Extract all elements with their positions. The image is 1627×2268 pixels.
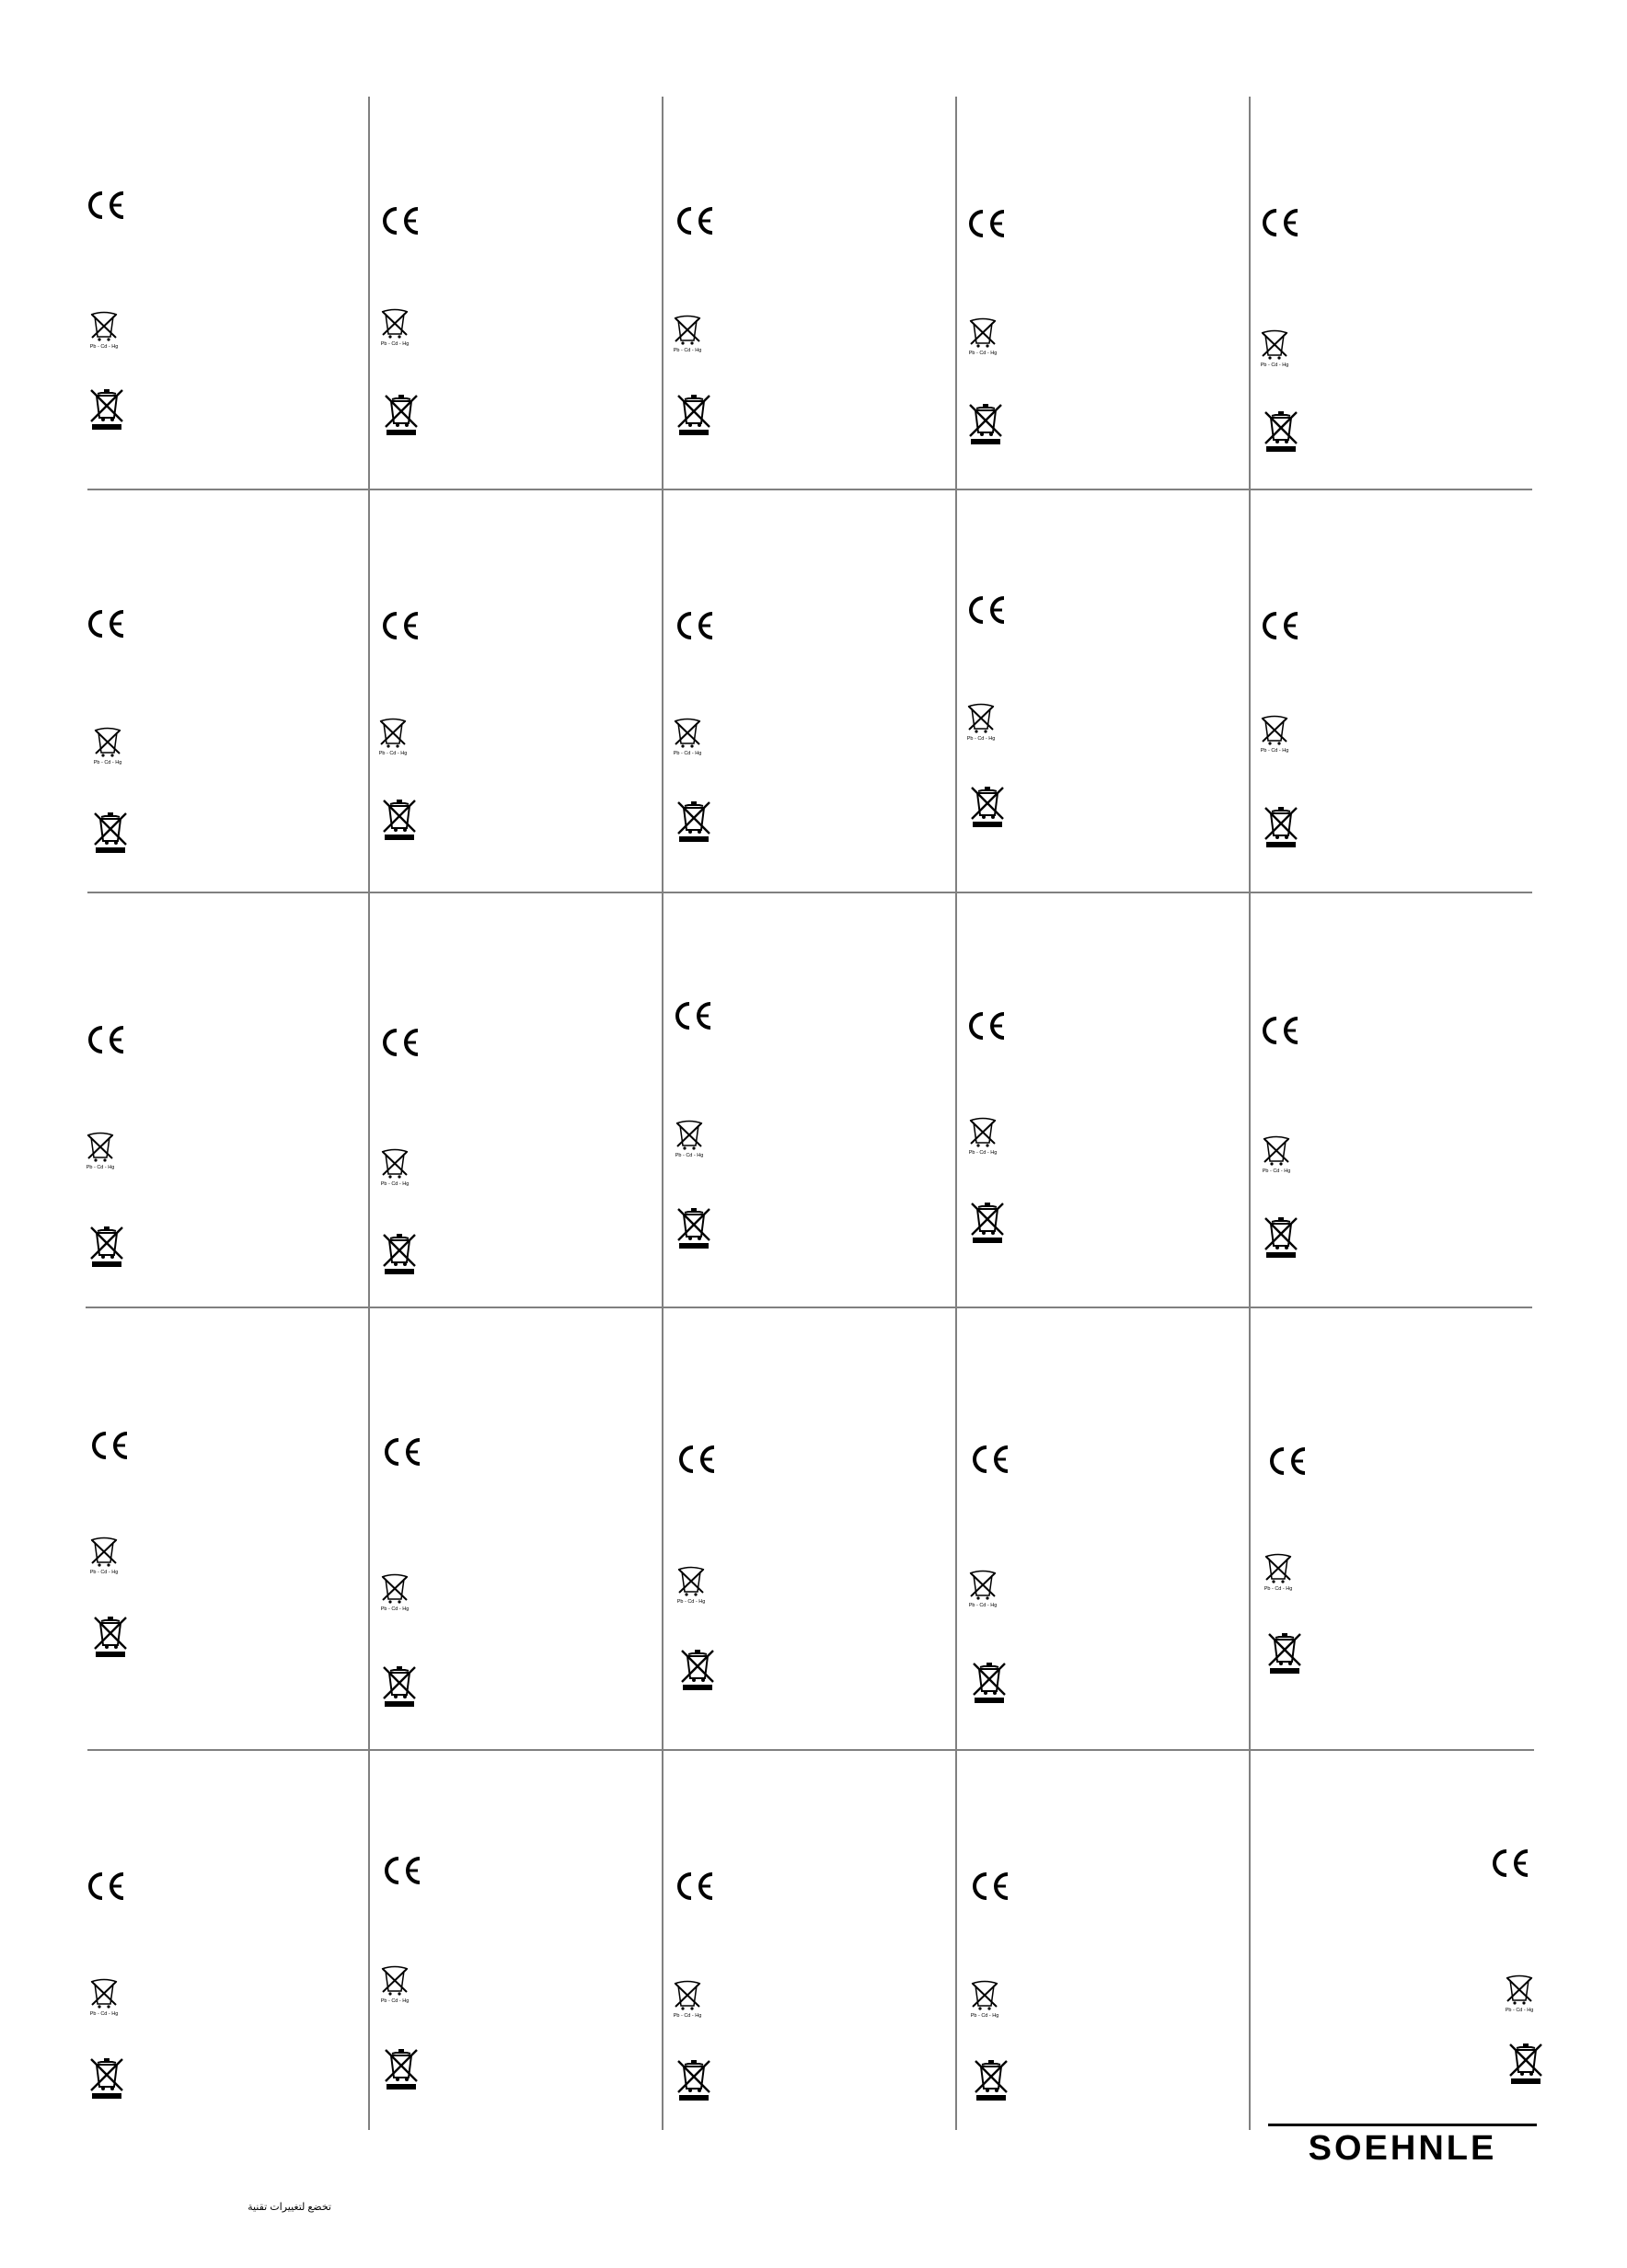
ce-conformity-icon bbox=[379, 204, 423, 237]
ce-conformity-icon bbox=[379, 1026, 423, 1059]
crossed-out-battery-bin-icon bbox=[1263, 1551, 1294, 1592]
svg-text:Pb - Cd - Hg: Pb - Cd - Hg bbox=[673, 751, 702, 756]
crossed-out-battery-bin-icon bbox=[967, 1568, 998, 1608]
crossed-out-battery-bin-icon bbox=[1504, 1973, 1535, 2013]
crossed-out-wheelie-bin-icon bbox=[675, 2055, 712, 2101]
svg-text:Pb - Cd - Hg: Pb - Cd - Hg bbox=[380, 1998, 410, 2004]
crossed-out-wheelie-bin-icon bbox=[1266, 1629, 1303, 1675]
crossed-out-battery-bin-icon bbox=[672, 313, 703, 353]
svg-text:Pb - Cd - Hg: Pb - Cd - Hg bbox=[968, 1150, 998, 1156]
crossed-out-battery-bin-icon bbox=[967, 1115, 998, 1156]
ce-conformity-icon bbox=[674, 1870, 718, 1903]
crossed-out-battery-bin-icon bbox=[1261, 1134, 1292, 1174]
crossed-out-battery-bin-icon bbox=[969, 1978, 1000, 2019]
svg-text:Pb - Cd - Hg: Pb - Cd - Hg bbox=[93, 760, 122, 766]
ce-conformity-icon bbox=[85, 189, 129, 222]
crossed-out-wheelie-bin-icon bbox=[1263, 1213, 1299, 1259]
column-divider bbox=[955, 97, 957, 2130]
row-divider bbox=[87, 1749, 1534, 1751]
svg-text:Pb - Cd - Hg: Pb - Cd - Hg bbox=[378, 751, 408, 756]
crossed-out-wheelie-bin-icon bbox=[92, 808, 129, 854]
crossed-out-wheelie-bin-icon bbox=[1263, 407, 1299, 453]
svg-text:Pb - Cd - Hg: Pb - Cd - Hg bbox=[1505, 2008, 1534, 2013]
ce-conformity-icon bbox=[674, 204, 718, 237]
crossed-out-battery-bin-icon bbox=[1259, 713, 1290, 754]
svg-text:Pb - Cd - Hg: Pb - Cd - Hg bbox=[968, 1603, 998, 1608]
crossed-out-battery-bin-icon bbox=[377, 716, 409, 756]
svg-text:Pb - Cd - Hg: Pb - Cd - Hg bbox=[970, 2013, 999, 2019]
ce-conformity-icon bbox=[675, 1443, 720, 1476]
ce-conformity-icon bbox=[1259, 1014, 1303, 1047]
soehnle-logo bbox=[1268, 2124, 1537, 2164]
svg-text:Pb - Cd - Hg: Pb - Cd - Hg bbox=[675, 1153, 704, 1158]
ce-conformity-icon bbox=[379, 609, 423, 642]
crossed-out-wheelie-bin-icon bbox=[969, 782, 1006, 828]
crossed-out-wheelie-bin-icon bbox=[675, 1203, 712, 1249]
ce-conformity-icon bbox=[85, 1023, 129, 1056]
crossed-out-wheelie-bin-icon bbox=[88, 1222, 125, 1268]
crossed-out-wheelie-bin-icon bbox=[381, 795, 418, 841]
crossed-out-battery-bin-icon bbox=[675, 1564, 707, 1605]
row-divider bbox=[87, 489, 1532, 490]
crossed-out-wheelie-bin-icon bbox=[675, 390, 712, 436]
ce-conformity-icon bbox=[88, 1429, 133, 1462]
crossed-out-battery-bin-icon bbox=[379, 1146, 410, 1187]
crossed-out-battery-bin-icon bbox=[672, 716, 703, 756]
crossed-out-battery-bin-icon bbox=[965, 701, 997, 742]
crossed-out-battery-bin-icon bbox=[379, 1571, 410, 1612]
svg-text:Pb - Cd - Hg: Pb - Cd - Hg bbox=[1260, 748, 1289, 754]
svg-text:Pb - Cd - Hg: Pb - Cd - Hg bbox=[86, 1165, 115, 1170]
crossed-out-wheelie-bin-icon bbox=[967, 399, 1004, 445]
column-divider bbox=[1249, 97, 1251, 2130]
ce-conformity-icon bbox=[672, 999, 716, 1032]
crossed-out-wheelie-bin-icon bbox=[88, 385, 125, 431]
ce-conformity-icon bbox=[969, 1870, 1013, 1903]
svg-text:Pb - Cd - Hg: Pb - Cd - Hg bbox=[966, 736, 996, 742]
svg-text:Pb - Cd - Hg: Pb - Cd - Hg bbox=[676, 1599, 706, 1605]
crossed-out-wheelie-bin-icon bbox=[1263, 802, 1299, 848]
row-divider bbox=[86, 1307, 1532, 1308]
svg-text:Pb - Cd - Hg: Pb - Cd - Hg bbox=[89, 344, 119, 350]
column-divider bbox=[662, 97, 663, 2130]
svg-text:Pb - Cd - Hg: Pb - Cd - Hg bbox=[89, 2011, 119, 2017]
crossed-out-battery-bin-icon bbox=[1259, 328, 1290, 368]
crossed-out-battery-bin-icon bbox=[967, 316, 998, 356]
crossed-out-battery-bin-icon bbox=[672, 1978, 703, 2019]
crossed-out-battery-bin-icon bbox=[379, 306, 410, 347]
technical-changes-note: تخضع لتغييرات تقنية bbox=[248, 2202, 331, 2213]
crossed-out-wheelie-bin-icon bbox=[383, 2044, 420, 2090]
ce-conformity-icon bbox=[1266, 1445, 1310, 1478]
crossed-out-battery-bin-icon bbox=[674, 1118, 705, 1158]
crossed-out-battery-bin-icon bbox=[88, 1976, 120, 2017]
crossed-out-wheelie-bin-icon bbox=[973, 2055, 1010, 2101]
crossed-out-wheelie-bin-icon bbox=[381, 1662, 418, 1708]
crossed-out-wheelie-bin-icon bbox=[1507, 2039, 1544, 2085]
svg-text:Pb - Cd - Hg: Pb - Cd - Hg bbox=[380, 1606, 410, 1612]
crossed-out-wheelie-bin-icon bbox=[383, 390, 420, 436]
ce-conformity-icon bbox=[1259, 609, 1303, 642]
ce-conformity-icon bbox=[1259, 206, 1303, 239]
svg-text:Pb - Cd - Hg: Pb - Cd - Hg bbox=[673, 2013, 702, 2019]
svg-text:Pb - Cd - Hg: Pb - Cd - Hg bbox=[673, 348, 702, 353]
svg-text:Pb - Cd - Hg: Pb - Cd - Hg bbox=[380, 1181, 410, 1187]
crossed-out-battery-bin-icon bbox=[85, 1130, 116, 1170]
crossed-out-battery-bin-icon bbox=[92, 725, 123, 766]
svg-text:Pb - Cd - Hg: Pb - Cd - Hg bbox=[1264, 1586, 1293, 1592]
svg-text:Pb - Cd - Hg: Pb - Cd - Hg bbox=[1260, 363, 1289, 368]
svg-text:Pb - Cd - Hg: Pb - Cd - Hg bbox=[1262, 1169, 1291, 1174]
ce-conformity-icon bbox=[965, 1009, 1010, 1042]
ce-conformity-icon bbox=[381, 1854, 425, 1887]
column-divider bbox=[368, 97, 370, 2130]
ce-conformity-icon bbox=[381, 1435, 425, 1468]
svg-text:Pb - Cd - Hg: Pb - Cd - Hg bbox=[968, 351, 998, 356]
crossed-out-battery-bin-icon bbox=[88, 309, 120, 350]
ce-conformity-icon bbox=[85, 607, 129, 640]
brand-name: SOEHNLE bbox=[1308, 2129, 1497, 2164]
ce-conformity-icon bbox=[969, 1443, 1013, 1476]
crossed-out-battery-bin-icon bbox=[88, 1535, 120, 1575]
crossed-out-wheelie-bin-icon bbox=[971, 1658, 1008, 1704]
crossed-out-wheelie-bin-icon bbox=[88, 2054, 125, 2100]
svg-text:Pb - Cd - Hg: Pb - Cd - Hg bbox=[89, 1570, 119, 1575]
row-divider bbox=[87, 892, 1532, 893]
ce-conformity-icon bbox=[674, 609, 718, 642]
crossed-out-wheelie-bin-icon bbox=[381, 1229, 418, 1275]
crossed-out-wheelie-bin-icon bbox=[675, 797, 712, 843]
crossed-out-wheelie-bin-icon bbox=[679, 1645, 716, 1691]
crossed-out-battery-bin-icon bbox=[379, 1963, 410, 2004]
ce-conformity-icon bbox=[85, 1870, 129, 1903]
svg-text:Pb - Cd - Hg: Pb - Cd - Hg bbox=[380, 341, 410, 347]
ce-conformity-icon bbox=[965, 207, 1010, 240]
crossed-out-wheelie-bin-icon bbox=[969, 1198, 1006, 1244]
ce-conformity-icon bbox=[1489, 1847, 1533, 1880]
ce-conformity-icon bbox=[965, 593, 1010, 627]
crossed-out-wheelie-bin-icon bbox=[92, 1612, 129, 1658]
